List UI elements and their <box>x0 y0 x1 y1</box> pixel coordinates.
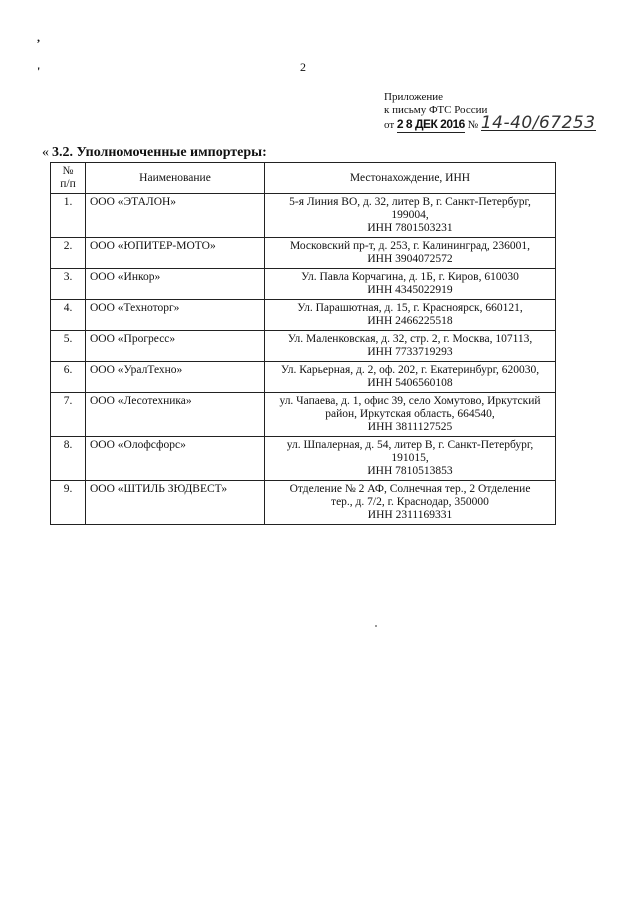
annex-title: Приложение <box>384 91 444 103</box>
row-address <box>265 481 556 525</box>
row-address <box>265 362 556 393</box>
annex-number-prefix: № <box>467 119 479 131</box>
inn-line: ИНН 5406560108 <box>367 377 453 389</box>
table-row <box>51 331 556 362</box>
table-row <box>51 481 556 525</box>
inn-line: ИНН 2466225518 <box>367 315 453 327</box>
table-row <box>51 437 556 481</box>
row-name: ООО «Олофсфорс» <box>86 437 265 481</box>
inn-line: ИНН 4345022919 <box>367 284 453 296</box>
address-line: 191015, <box>391 452 429 464</box>
row-address <box>265 269 556 300</box>
address-line: Отделение № 2 АФ, Солнечная тер., 2 Отделение <box>289 483 531 495</box>
address-line: район, Иркутская область, 664540, <box>325 408 495 420</box>
row-name: ООО «Техноторг» <box>86 300 265 331</box>
row-name: ООО «Прогресс» <box>86 331 265 362</box>
table-row <box>51 300 556 331</box>
row-name: ООО «ЮПИТЕР-МОТО» <box>86 238 265 269</box>
address-line: ул. Шпалерная, д. 54, литер В, г. Санкт-Петербург, <box>286 439 534 451</box>
table-header-row <box>51 163 556 194</box>
row-num: 8. <box>51 437 86 481</box>
annex-date-line <box>384 113 596 133</box>
row-address <box>265 437 556 481</box>
row-name: ООО «Лесотехника» <box>86 393 265 437</box>
row-num: 9. <box>51 481 86 525</box>
row-num: 3. <box>51 269 86 300</box>
section-quote-mark: « <box>42 145 49 160</box>
row-name: ООО «ЭТАЛОН» <box>86 194 265 238</box>
row-name: ООО «УралТехно» <box>86 362 265 393</box>
table-row <box>51 362 556 393</box>
corner-mark-bottom: ' <box>37 64 41 78</box>
row-num: 6. <box>51 362 86 393</box>
inn-line: ИНН 7733719293 <box>367 346 453 358</box>
inn-line: ИНН 7810513853 <box>367 465 453 477</box>
section-title-text: 3.2. Уполномоченные импортеры: <box>52 145 267 160</box>
row-address <box>265 238 556 269</box>
table-row <box>51 238 556 269</box>
inn-line: ИНН 7801503231 <box>367 222 453 234</box>
address-line: Ул. Павла Корчагина, д. 1Б, г. Киров, 610030 <box>301 271 519 283</box>
annex-block <box>384 91 596 133</box>
row-address <box>265 331 556 362</box>
table-row <box>51 194 556 238</box>
row-num: 1. <box>51 194 86 238</box>
table-row <box>51 393 556 437</box>
annex-letter-ref: к письму ФТС России <box>384 104 488 116</box>
address-line: Ул. Карьерная, д. 2, оф. 202, г. Екатеринбург, 620030, <box>280 364 540 376</box>
address-line: Московский пр-т, д. 253, г. Калининград, 236001, <box>289 240 531 252</box>
section-title <box>42 145 267 161</box>
row-num: 2. <box>51 238 86 269</box>
address-line: Ул. Парашютная, д. 15, г. Красноярск, 660121, <box>297 302 523 314</box>
annex-date-field <box>397 118 465 133</box>
header-num-symbol: № <box>62 165 74 177</box>
address-line: тер., д. 7/2, г. Краснодар, 350000 <box>331 496 489 508</box>
header-num <box>51 163 86 194</box>
row-num: 5. <box>51 331 86 362</box>
scan-speck <box>375 625 377 627</box>
header-num-abbr: п/п <box>60 178 76 190</box>
corner-mark-top: , <box>37 30 40 44</box>
row-address <box>265 194 556 238</box>
stamp-date: 2 8 ДЕК 2016 <box>396 117 465 131</box>
address-line: 199004, <box>391 209 429 221</box>
table-row <box>51 269 556 300</box>
header-name: Наименование <box>86 163 265 194</box>
row-address <box>265 300 556 331</box>
inn-line: ИНН 3904072572 <box>367 253 453 265</box>
header-address: Местонахождение, ИНН <box>265 163 556 194</box>
inn-line: ИНН 3811127525 <box>367 421 453 433</box>
importers-table <box>50 162 556 525</box>
row-name: ООО «Инкор» <box>86 269 265 300</box>
page-number: 2 <box>300 60 306 74</box>
annex-date-prefix: от <box>384 119 395 131</box>
address-line: 5-я Линия ВО, д. 32, литер В, г. Санкт-Петербург, <box>289 196 531 208</box>
inn-line: ИНН 2311169331 <box>367 509 453 521</box>
handwritten-number: 14-40/67253 <box>480 113 596 133</box>
address-line: ул. Чапаева, д. 1, офис 39, село Хомутово, Иркутский <box>279 395 541 407</box>
row-address <box>265 393 556 437</box>
row-name: ООО «ШТИЛЬ ЗЮДВЕСТ» <box>86 481 265 525</box>
address-line: Ул. Маленковская, д. 32, стр. 2, г. Москва, 107113, <box>287 333 533 345</box>
row-num: 4. <box>51 300 86 331</box>
row-num: 7. <box>51 393 86 437</box>
